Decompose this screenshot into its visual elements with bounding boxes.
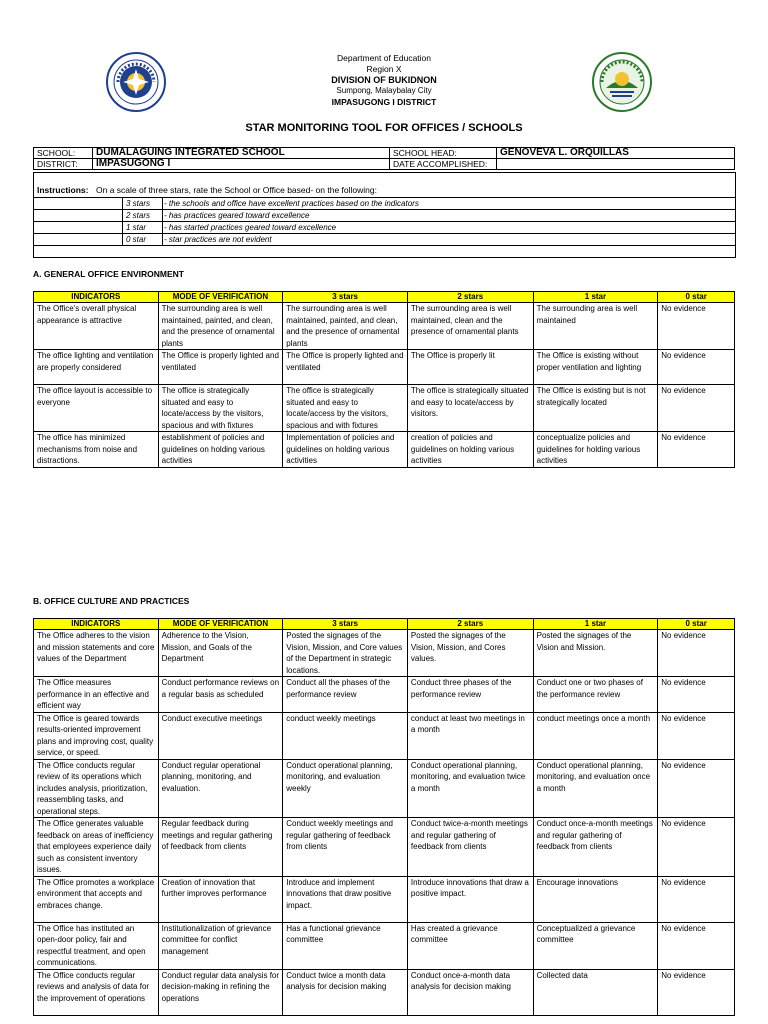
- indicator-cell: The Office measures performance in an effective and efficient way: [34, 677, 159, 713]
- one-star-cell: Conceptualized a grievance committee: [533, 922, 658, 969]
- table-row: [34, 712, 735, 759]
- table-row: [34, 432, 735, 468]
- indicator-cell: The office layout is accessible to everyone: [34, 385, 159, 432]
- one-star-cell: Collected data: [533, 969, 658, 1015]
- three-stars-cell: The surrounding area is well maintained, painted, and clean, and the presence of ornamental plants: [283, 303, 408, 350]
- three-stars-cell: Conduct operational planning, monitoring, and evaluation weekly: [283, 759, 408, 818]
- table-header-row: [34, 619, 735, 630]
- dept-name: Department of Education: [336, 53, 432, 63]
- three-stars-cell: Conduct all the phases of the performance review: [283, 677, 408, 713]
- indicator-cell: The Office is geared towards results-oriented improvement plans and improving cost, quality service, or speed.: [34, 712, 159, 759]
- star-scale-row: [34, 221, 735, 233]
- zero-star-cell: No evidence: [658, 969, 735, 1015]
- table-row: [34, 677, 735, 713]
- verification-cell: establishment of policies and guidelines on holding various activities: [158, 432, 283, 468]
- division-address: Sumpong, Malaybalay City: [336, 86, 432, 95]
- verification-cell: Conduct regular data analysis for decision-making in refining the operations: [158, 969, 283, 1015]
- region-name: Region X: [366, 64, 402, 74]
- zero-star-cell: No evidence: [658, 922, 735, 969]
- one-star-cell: The Office is existing but is not strategically located: [533, 385, 658, 432]
- indicator-cell: The Office has instituted an open-door policy, fair and respectful treatment, and open communications.: [34, 922, 159, 969]
- two-stars-cell: Conduct twice-a-month meetings and regular gathering of feedback from clients: [407, 818, 533, 877]
- zero-star-cell: No evidence: [658, 385, 735, 432]
- one-star-cell: Posted the signages of the Vision and Mission.: [533, 630, 658, 677]
- two-stars-cell: Introduce innovations that draw a positive impact.: [407, 876, 533, 922]
- zero-star-cell: No evidence: [658, 759, 735, 818]
- table-row: [34, 818, 735, 877]
- zero-star-cell: No evidence: [658, 350, 735, 385]
- col-1-star: 1 star: [533, 619, 658, 630]
- three-stars-cell: Implementation of policies and guidelines on holding various activities: [283, 432, 408, 468]
- instructions-label: Instructions:: [37, 185, 89, 195]
- section-a-title: A. GENERAL OFFICE ENVIRONMENT: [33, 269, 184, 279]
- school-value: DUMALAGUING INTEGRATED SCHOOL: [93, 148, 390, 159]
- star-scale-desc: - the schools and office have excellent practices based on the indicators: [164, 199, 419, 208]
- one-star-cell: Conduct operational planning, monitoring, and evaluation once a month: [533, 759, 658, 818]
- star-scale-row: [34, 233, 735, 245]
- one-star-cell: Conduct one or two phases of the performance review: [533, 677, 658, 713]
- division-name: DIVISION OF BUKIDNON: [331, 75, 437, 85]
- col-0-star: 0 star: [658, 292, 735, 303]
- date-accomplished-value[interactable]: [497, 159, 735, 170]
- zero-star-cell: No evidence: [658, 432, 735, 468]
- one-star-cell: Conduct once-a-month meetings and regular gathering of feedback from clients: [533, 818, 658, 877]
- district-name: IMPASUGONG I DISTRICT: [331, 97, 437, 107]
- two-stars-cell: The office is strategically situated and easy to locate/access by visitors.: [407, 385, 533, 432]
- indicator-cell: The Office's overall physical appearance is attractive: [34, 303, 159, 350]
- zero-star-cell: No evidence: [658, 630, 735, 677]
- date-accomplished-label: DATE ACCOMPLISHED:: [390, 159, 497, 170]
- two-stars-cell: conduct at least two meetings in a month: [407, 712, 533, 759]
- table-row: [34, 385, 735, 432]
- three-stars-cell: Posted the signages of the Vision, Mission, and Core values of the Department in strategic locations.: [283, 630, 408, 677]
- indicator-cell: The Office promotes a workplace environment that accepts and embraces change.: [34, 876, 159, 922]
- table-row: [34, 969, 735, 1015]
- star-scale-label: 3 stars: [122, 198, 163, 209]
- three-stars-cell: The office is strategically situated and easy to locate/access by the visitors, spacious and with fixtures: [283, 385, 408, 432]
- star-scale-label: 0 star: [122, 234, 163, 245]
- star-scale-row: [34, 197, 735, 209]
- three-stars-cell: The Office is properly lighted and ventilated: [283, 350, 408, 385]
- star-scale-desc: - has started practices geared toward excellence: [164, 223, 337, 232]
- star-scale-row-empty: [34, 245, 735, 268]
- col-mode-of-verification: MODE OF VERIFICATION: [158, 292, 283, 303]
- two-stars-cell: Posted the signages of the Vision, Mission, and Cores values.: [407, 630, 533, 677]
- star-scale-label: 1 star: [122, 222, 163, 233]
- col-3-stars: 3 stars: [283, 619, 408, 630]
- indicator-cell: The Office adheres to the vision and mission statements and core values of the Department: [34, 630, 159, 677]
- table-row: [34, 876, 735, 922]
- star-scale-list: [34, 197, 735, 268]
- one-star-cell: conceptualize policies and guidelines for holding various activities: [533, 432, 658, 468]
- col-2-stars: 2 stars: [407, 619, 533, 630]
- indicator-cell: The Office conducts regular reviews and analysis of data for the improvement of operations: [34, 969, 159, 1015]
- verification-cell: Adherence to the Vision, Mission, and Goals of the Department: [158, 630, 283, 677]
- col-indicators: INDICATORS: [34, 619, 159, 630]
- two-stars-cell: creation of policies and guidelines on holding various activities: [407, 432, 533, 468]
- one-star-cell: The surrounding area is well maintained: [533, 303, 658, 350]
- indicator-cell: The Office conducts regular review of its operations which includes analysis, prioritization, reassembling tasks, and operational steps.: [34, 759, 159, 818]
- table-row: [34, 759, 735, 818]
- one-star-cell: The Office is existing without proper ventilation and lighting: [533, 350, 658, 385]
- three-stars-cell: Introduce and implement innovations that draw positive impact.: [283, 876, 408, 922]
- col-indicators: INDICATORS: [34, 292, 159, 303]
- instructions-intro: On a scale of three stars, rate the School or Office based- on the following:: [96, 185, 377, 195]
- two-stars-cell: The surrounding area is well maintained, clean and the presence of ornamental plants: [407, 303, 533, 350]
- col-3-stars: 3 stars: [283, 292, 408, 303]
- two-stars-cell: Conduct three phases of the performance review: [407, 677, 533, 713]
- zero-star-cell: No evidence: [658, 712, 735, 759]
- table-row: [34, 922, 735, 969]
- one-star-cell: conduct meetings once a month: [533, 712, 658, 759]
- district-label: DISTRICT:: [34, 159, 93, 170]
- indicator-cell: The office lighting and ventilation are properly considered: [34, 350, 159, 385]
- verification-cell: Conduct regular operational planning, monitoring, and evaluation.: [158, 759, 283, 818]
- verification-cell: The office is strategically situated and easy to locate/access by the visitors, spacious and with fixtures: [158, 385, 283, 432]
- col-1-star: 1 star: [533, 292, 658, 303]
- zero-star-cell: No evidence: [658, 876, 735, 922]
- indicator-cell: The Office generates valuable feedback on areas of inefficiency that employees experience daily such as consistent inventory issues.: [34, 818, 159, 877]
- zero-star-cell: No evidence: [658, 818, 735, 877]
- school-head-value: GENOVEVA L. ORQUILLAS: [497, 148, 735, 159]
- col-mode-of-verification: MODE OF VERIFICATION: [158, 619, 283, 630]
- table-header-row: [34, 292, 735, 303]
- page-title: STAR MONITORING TOOL FOR OFFICES / SCHOOLS: [245, 122, 523, 134]
- three-stars-cell: Conduct weekly meetings and regular gathering of feedback from clients: [283, 818, 408, 877]
- verification-cell: The surrounding area is well maintained, painted, and clean, and the presence of ornamental plants: [158, 303, 283, 350]
- indicator-cell: The office has minimized mechanisms from noise and distractions.: [34, 432, 159, 468]
- verification-cell: The Office is properly lighted and ventilated: [158, 350, 283, 385]
- district-value: IMPASUGONG I: [93, 159, 390, 170]
- col-0-star: 0 star: [658, 619, 735, 630]
- two-stars-cell: Conduct once-a-month data analysis for decision making: [407, 969, 533, 1015]
- school-label: SCHOOL:: [34, 148, 93, 159]
- verification-cell: Institutionalization of grievance committee for conflict management: [158, 922, 283, 969]
- three-stars-cell: conduct weekly meetings: [283, 712, 408, 759]
- two-stars-cell: Has created a grievance committee: [407, 922, 533, 969]
- star-scale-desc: - has practices geared toward excellence: [164, 211, 310, 220]
- instructions-box: [33, 172, 736, 258]
- two-stars-cell: Conduct operational planning, monitoring, and evaluation twice a month: [407, 759, 533, 818]
- zero-star-cell: No evidence: [658, 677, 735, 713]
- one-star-cell: Encourage innovations: [533, 876, 658, 922]
- verification-cell: Conduct executive meetings: [158, 712, 283, 759]
- three-stars-cell: Has a functional grievance committee: [283, 922, 408, 969]
- table-row: [34, 630, 735, 677]
- school-head-label: SCHOOL HEAD:: [390, 148, 497, 159]
- star-scale-label: 2 stars: [122, 210, 163, 221]
- section-b-title: B. OFFICE CULTURE AND PRACTICES: [33, 596, 190, 606]
- verification-cell: Conduct performance reviews on a regular basis as scheduled: [158, 677, 283, 713]
- three-stars-cell: Conduct twice a month data analysis for decision making: [283, 969, 408, 1015]
- star-scale-row: [34, 209, 735, 221]
- general-office-environment-table: [33, 291, 735, 468]
- verification-cell: Creation of innovation that further improves performance: [158, 876, 283, 922]
- two-stars-cell: The Office is properly lit: [407, 350, 533, 385]
- verification-cell: Regular feedback during meetings and regular gathering of feedback from clients: [158, 818, 283, 877]
- school-info-table: [33, 147, 735, 170]
- table-row: [34, 350, 735, 385]
- col-2-stars: 2 stars: [407, 292, 533, 303]
- zero-star-cell: No evidence: [658, 303, 735, 350]
- star-scale-desc: - star practices are not evident: [164, 235, 272, 244]
- table-row: [34, 303, 735, 350]
- office-culture-practices-table: [33, 618, 735, 1016]
